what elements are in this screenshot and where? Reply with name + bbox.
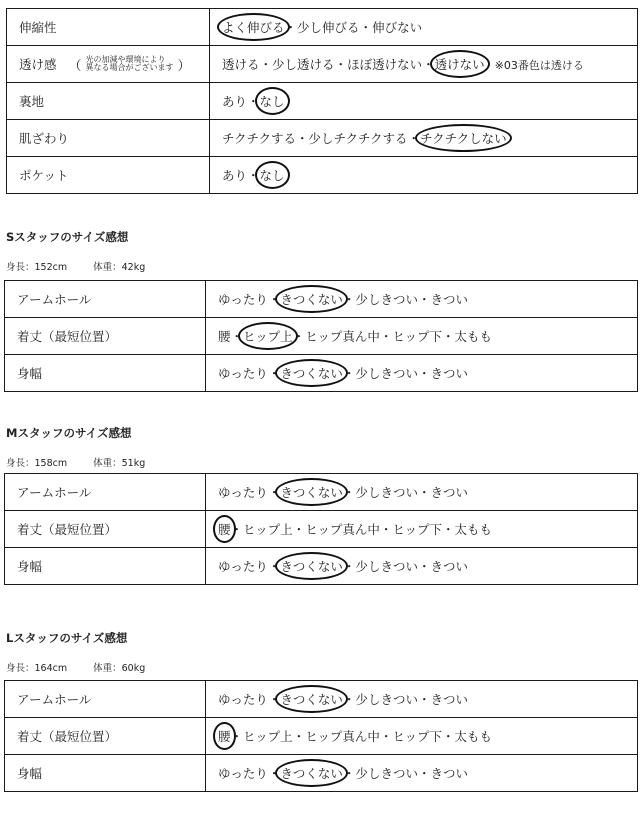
option: 太もも	[454, 329, 493, 344]
option-separator: ・	[417, 366, 431, 381]
selected-option: きつくない	[280, 292, 343, 307]
row-label-cell	[7, 120, 210, 157]
option-separator: ・	[359, 20, 373, 35]
row-label-cell	[5, 755, 206, 792]
row-label: 伸縮性	[19, 20, 57, 35]
option: ヒップ下	[392, 729, 442, 744]
s-staff-height: 身長：152cm	[6, 262, 68, 273]
row-value-cell	[206, 474, 638, 511]
option: ヒップ下	[392, 522, 442, 537]
option-separator: ・	[247, 94, 260, 109]
row-label-cell	[7, 9, 210, 46]
row-value-cell	[206, 548, 638, 585]
option: ゆったり	[218, 366, 268, 381]
option: 腰	[218, 329, 231, 344]
option: きつい	[430, 485, 468, 500]
row-label: 着丈（最短位置）	[17, 329, 118, 344]
row-label: 肌ざわり	[19, 131, 70, 146]
option: きつい	[430, 366, 468, 381]
row-label-cell	[5, 548, 206, 585]
option-separator: ・	[230, 729, 244, 744]
table-row	[5, 681, 638, 718]
label-note-line2: 異なる場合がございます	[85, 63, 174, 72]
option-separator: ・	[284, 20, 298, 35]
selected-option: なし	[259, 94, 285, 109]
option: 少しチクチクする	[308, 131, 408, 146]
table-row	[5, 755, 638, 792]
option-separator: ・	[379, 522, 393, 537]
row-value-cell	[210, 46, 638, 83]
option: 少しきつい	[355, 366, 418, 381]
selected-option: きつくない	[280, 366, 343, 381]
row-label-cell	[5, 681, 206, 718]
m-staff-weight: 体重：51kg	[93, 458, 146, 469]
row-value-cell	[206, 755, 638, 792]
table-row	[5, 355, 638, 392]
option: 少し透ける	[272, 57, 335, 72]
selected-option: きつくない	[280, 559, 343, 574]
option-separator: ・	[342, 366, 356, 381]
option: チクチクする	[222, 131, 297, 146]
row-note: ※03番色は透ける	[494, 59, 584, 72]
option-separator: ・	[417, 692, 431, 707]
option-separator: ・	[342, 766, 356, 781]
material-table-body	[7, 9, 638, 194]
option-separator: ・	[334, 57, 348, 72]
option-separator: ・	[230, 522, 244, 537]
option: ゆったり	[218, 559, 268, 574]
row-value-cell	[210, 120, 638, 157]
l-staff-title: Lスタッフのサイズ感想	[6, 631, 128, 645]
option-separator: ・	[342, 692, 356, 707]
row-label-cell	[5, 355, 206, 392]
table-row	[7, 9, 638, 46]
row-label-cell	[7, 83, 210, 120]
m-staff-table	[4, 473, 638, 585]
option-separator: ・	[422, 57, 435, 72]
s-staff-table	[4, 280, 638, 392]
option: 少しきつい	[355, 485, 418, 500]
row-value-cell	[210, 9, 638, 46]
row-label: アームホール	[17, 292, 92, 307]
table-row	[5, 318, 638, 355]
selected-option: きつくない	[280, 485, 343, 500]
selected-option: きつくない	[280, 692, 343, 707]
row-label: アームホール	[17, 692, 92, 707]
s-staff-weight: 体重：42kg	[93, 262, 146, 273]
paren-close: ）	[177, 58, 191, 74]
row-value-cell	[206, 718, 638, 755]
option-separator: ・	[267, 766, 281, 781]
selected-option: 腰	[218, 522, 231, 537]
row-label: 着丈（最短位置）	[17, 522, 118, 537]
option: 太もも	[454, 522, 493, 537]
option-separator: ・	[379, 329, 393, 344]
label-note-line1: 光の加減や環境により	[85, 55, 166, 64]
row-label-cell	[5, 511, 206, 548]
l-staff-table	[4, 680, 638, 792]
l-staff-table-body	[5, 681, 638, 792]
row-value-cell	[206, 511, 638, 548]
row-label-cell	[5, 318, 206, 355]
row-label: アームホール	[17, 485, 92, 500]
option-separator: ・	[441, 329, 455, 344]
option-separator: ・	[417, 559, 431, 574]
option-separator: ・	[267, 366, 281, 381]
option-separator: ・	[230, 329, 244, 344]
selected-option: きつくない	[280, 766, 343, 781]
row-value-cell	[206, 318, 638, 355]
material-table	[6, 8, 638, 194]
row-label: 透け感	[19, 57, 57, 72]
option-separator: ・	[267, 485, 281, 500]
selected-option: チクチクしない	[420, 131, 507, 146]
option: きつい	[430, 692, 468, 707]
row-label: 身幅	[17, 366, 43, 381]
table-row	[5, 511, 638, 548]
option-separator: ・	[417, 292, 431, 307]
row-label: ポケット	[19, 168, 69, 183]
option: 少し伸びる	[297, 20, 360, 35]
row-label: 裏地	[19, 94, 45, 109]
option-separator: ・	[292, 329, 306, 344]
table-row	[7, 120, 638, 157]
paren-open: （	[68, 58, 82, 74]
m-staff-title: Mスタッフのサイズ感想	[6, 426, 132, 440]
l-staff-height: 身長：164cm	[6, 663, 68, 674]
selected-option: よく伸びる	[222, 20, 285, 35]
option: 透ける	[222, 57, 260, 72]
option-separator: ・	[267, 692, 281, 707]
row-value-cell	[210, 83, 638, 120]
option: ゆったり	[218, 485, 268, 500]
option: ヒップ上	[243, 522, 293, 537]
option: ほぼ透けない	[347, 57, 423, 72]
option: 太もも	[454, 729, 493, 744]
option-separator: ・	[441, 522, 455, 537]
table-row	[5, 281, 638, 318]
table-row	[5, 548, 638, 585]
row-label-cell	[7, 46, 210, 83]
option: ゆったり	[218, 766, 268, 781]
selected-option: なし	[259, 168, 285, 183]
row-value-cell	[206, 281, 638, 318]
option: ヒップ真ん中	[305, 522, 380, 537]
s-staff-stats	[6, 259, 145, 273]
option-separator: ・	[379, 729, 393, 744]
option-separator: ・	[267, 292, 281, 307]
option: ヒップ上	[243, 729, 293, 744]
option: きつい	[430, 559, 468, 574]
table-row	[7, 157, 638, 194]
option-separator: ・	[259, 57, 273, 72]
option-separator: ・	[417, 766, 431, 781]
table-row	[7, 46, 638, 83]
l-staff-weight: 体重：60kg	[93, 663, 146, 674]
s-staff-table-body	[5, 281, 638, 392]
selected-option: 腰	[218, 729, 231, 744]
option-separator: ・	[267, 559, 281, 574]
option-separator: ・	[417, 485, 431, 500]
row-label: 身幅	[17, 766, 43, 781]
option: ゆったり	[218, 292, 268, 307]
table-row	[5, 718, 638, 755]
row-label-cell	[7, 157, 210, 194]
row-label: 身幅	[17, 559, 43, 574]
row-value-cell	[210, 157, 638, 194]
option-separator: ・	[296, 131, 309, 146]
option: 少しきつい	[355, 292, 418, 307]
m-staff-table-body	[5, 474, 638, 585]
option: きつい	[430, 292, 468, 307]
option: 少しきつい	[355, 766, 418, 781]
option: あり	[222, 168, 248, 183]
option-separator: ・	[441, 729, 455, 744]
row-value-cell	[206, 355, 638, 392]
option: ヒップ下	[392, 329, 442, 344]
option-separator: ・	[342, 559, 356, 574]
row-label-cell	[5, 718, 206, 755]
option-separator: ・	[342, 485, 356, 500]
option: ヒップ真ん中	[305, 329, 380, 344]
table-row	[7, 83, 638, 120]
option: きつい	[430, 766, 468, 781]
option-separator: ・	[247, 168, 260, 183]
row-value-cell	[206, 681, 638, 718]
label-note	[86, 56, 174, 72]
row-label: 着丈（最短位置）	[17, 729, 118, 744]
option-separator: ・	[407, 131, 421, 146]
l-staff-stats	[6, 660, 145, 674]
selected-option: 透けない	[434, 57, 485, 72]
option: 伸びない	[372, 20, 423, 35]
option: あり	[222, 94, 248, 109]
row-label-cell	[5, 474, 206, 511]
m-staff-stats	[6, 455, 145, 469]
row-label-cell	[5, 281, 206, 318]
s-staff-title: Sスタッフのサイズ感想	[6, 230, 129, 244]
option-separator: ・	[292, 729, 306, 744]
option-separator: ・	[342, 292, 356, 307]
table-row	[5, 474, 638, 511]
option: ゆったり	[218, 692, 268, 707]
option: 少しきつい	[355, 559, 418, 574]
option: ヒップ真ん中	[305, 729, 380, 744]
selected-option: ヒップ上	[243, 329, 293, 344]
option-separator: ・	[292, 522, 306, 537]
option: 少しきつい	[355, 692, 418, 707]
m-staff-height: 身長：158cm	[6, 458, 68, 469]
